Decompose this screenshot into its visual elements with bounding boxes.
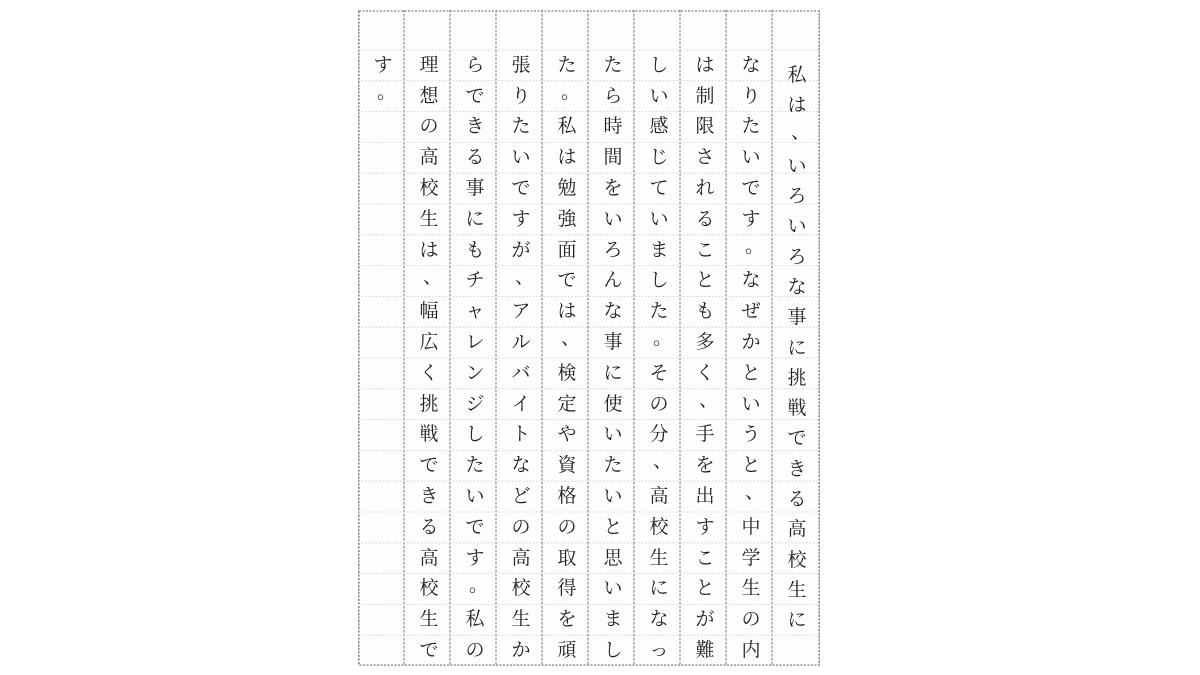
manuscript-char: 。 [468, 573, 488, 596]
manuscript-char: は [419, 238, 439, 261]
manuscript-char: り [511, 84, 531, 107]
manuscript-char: の [465, 639, 485, 662]
manuscript-char: か [741, 331, 761, 354]
manuscript-char: ル [511, 331, 531, 354]
manuscript-char: さ [695, 146, 715, 169]
manuscript-char: は [787, 94, 807, 117]
manuscript-char: 勉 [557, 177, 577, 200]
manuscript-char: に [465, 207, 485, 230]
manuscript-char: ろ [787, 185, 807, 208]
manuscript-column-7 [500, 50, 542, 666]
manuscript-sheet [358, 10, 820, 666]
manuscript-char: チ [465, 269, 485, 292]
manuscript-char: レ [465, 331, 485, 354]
manuscript-char: を [557, 608, 577, 631]
manuscript-char: 私 [557, 115, 577, 138]
manuscript-char: ん [603, 269, 623, 292]
manuscript-char: で [419, 454, 439, 477]
manuscript-char: 校 [787, 548, 807, 571]
manuscript-char: イ [511, 392, 531, 415]
manuscript-char: す [511, 207, 531, 230]
manuscript-char: の [557, 515, 577, 538]
manuscript-char: い [649, 84, 669, 107]
manuscript-char: ア [511, 300, 531, 323]
manuscript-char: い [511, 146, 531, 169]
manuscript-char: 事 [603, 331, 623, 354]
manuscript-char: た [557, 53, 577, 76]
manuscript-char: 校 [419, 577, 439, 600]
manuscript-char: 定 [557, 392, 577, 415]
manuscript-char: に [787, 609, 807, 632]
manuscript-char: で [465, 515, 485, 538]
manuscript-char: ャ [465, 300, 485, 323]
manuscript-char: り [741, 84, 761, 107]
manuscript-char: な [741, 269, 761, 292]
manuscript-column-4 [638, 50, 680, 666]
manuscript-char: 挑 [419, 392, 439, 415]
manuscript-char: も [695, 300, 715, 323]
manuscript-char: 。 [652, 327, 672, 350]
manuscript-char: た [603, 53, 623, 76]
manuscript-char: き [419, 485, 439, 508]
manuscript-char: す [373, 53, 393, 76]
manuscript-char: ン [465, 361, 485, 384]
manuscript-char: 事 [465, 177, 485, 200]
manuscript-char: 幅 [419, 300, 439, 323]
manuscript-char: 校 [649, 515, 669, 538]
manuscript-char: 、 [422, 265, 442, 288]
manuscript-char: 、 [744, 481, 764, 504]
manuscript-char: い [787, 154, 807, 177]
manuscript-char: の [649, 392, 669, 415]
manuscript-char: 戦 [787, 397, 807, 420]
manuscript-column-1 [776, 60, 818, 675]
manuscript-char: た [511, 115, 531, 138]
manuscript-char: と [741, 361, 761, 384]
manuscript-char: 生 [649, 546, 669, 569]
manuscript-char: い [603, 577, 623, 600]
manuscript-char: じ [649, 146, 669, 169]
manuscript-char: る [695, 207, 715, 230]
manuscript-char: で [419, 639, 439, 662]
manuscript-char: は [557, 146, 577, 169]
manuscript-char: き [465, 115, 485, 138]
manuscript-column-3 [684, 50, 726, 666]
manuscript-char: い [741, 392, 761, 415]
manuscript-char: い [465, 485, 485, 508]
manuscript-char: 生 [511, 608, 531, 631]
manuscript-char: 格 [557, 485, 577, 508]
manuscript-char: 得 [557, 577, 577, 600]
manuscript-char: 私 [787, 63, 807, 86]
manuscript-char: を [603, 177, 623, 200]
manuscript-char: の [511, 515, 531, 538]
manuscript-char: す [465, 546, 485, 569]
manuscript-char: な [603, 300, 623, 323]
manuscript-char: を [695, 454, 715, 477]
manuscript-char: 。 [560, 80, 580, 103]
manuscript-char: 戦 [419, 423, 439, 446]
manuscript-char: ま [603, 608, 623, 631]
manuscript-char: 理 [419, 53, 439, 76]
manuscript-char: 感 [649, 115, 669, 138]
manuscript-char: 、 [560, 327, 580, 350]
manuscript-char: で [465, 84, 485, 107]
manuscript-char: は [695, 53, 715, 76]
manuscript-char: う [741, 423, 761, 446]
manuscript-char: 高 [419, 546, 439, 569]
manuscript-char: の [741, 608, 761, 631]
manuscript-char: た [465, 454, 485, 477]
manuscript-char: い [787, 215, 807, 238]
manuscript-column-5 [592, 50, 634, 666]
manuscript-char: 高 [419, 146, 439, 169]
manuscript-column-6 [546, 50, 588, 666]
manuscript-char: と [741, 454, 761, 477]
manuscript-char: 想 [419, 84, 439, 107]
manuscript-char: い [603, 485, 623, 508]
manuscript-column-10 [362, 50, 404, 666]
manuscript-char: る [419, 515, 439, 538]
manuscript-char: 生 [419, 608, 439, 631]
manuscript-char: 多 [695, 331, 715, 354]
manuscript-char: 資 [557, 454, 577, 477]
manuscript-char: し [465, 423, 485, 446]
manuscript-char: 面 [557, 238, 577, 261]
manuscript-char: と [695, 269, 715, 292]
manuscript-char: ト [511, 423, 531, 446]
manuscript-char: 学 [741, 546, 761, 569]
manuscript-char: 内 [741, 639, 761, 662]
manuscript-char: 頑 [557, 639, 577, 662]
manuscript-char: す [741, 207, 761, 230]
manuscript-char: る [465, 146, 485, 169]
manuscript-char: た [649, 300, 669, 323]
manuscript-char: ら [603, 84, 623, 107]
manuscript-char: が [511, 238, 531, 261]
manuscript-char: っ [649, 639, 669, 662]
manuscript-char: 。 [744, 234, 764, 257]
manuscript-char: そ [649, 361, 669, 384]
manuscript-char: 出 [695, 485, 715, 508]
manuscript-char: 、 [790, 120, 810, 143]
manuscript-char: 高 [787, 518, 807, 541]
manuscript-char: 生 [787, 578, 807, 601]
manuscript-char: い [603, 207, 623, 230]
manuscript-char: 、 [514, 265, 534, 288]
manuscript-char: 使 [603, 392, 623, 415]
manuscript-char: に [787, 336, 807, 359]
manuscript-char: 手 [695, 423, 715, 446]
manuscript-char: す [695, 515, 715, 538]
manuscript-char: 広 [419, 331, 439, 354]
manuscript-char: 高 [649, 485, 669, 508]
manuscript-char: 取 [557, 546, 577, 569]
manuscript-char: に [649, 577, 669, 600]
manuscript-char: と [603, 515, 623, 538]
manuscript-char: て [649, 177, 669, 200]
manuscript-char: の [419, 115, 439, 138]
manuscript-char: が [695, 608, 715, 631]
manuscript-char: ぜ [741, 300, 761, 323]
manuscript-char: い [603, 423, 623, 446]
manuscript-char: で [511, 177, 531, 200]
manuscript-char: と [695, 577, 715, 600]
manuscript-char: は [557, 300, 577, 323]
manuscript-char: ま [649, 238, 669, 261]
manuscript-char: ら [465, 53, 485, 76]
manuscript-char: 思 [603, 546, 623, 569]
manuscript-char: ろ [787, 245, 807, 268]
manuscript-char: 限 [695, 115, 715, 138]
manuscript-char: し [603, 639, 623, 662]
manuscript-char: 間 [603, 146, 623, 169]
manuscript-char: し [649, 53, 669, 76]
manuscript-char: 分 [649, 423, 669, 446]
manuscript-char: 挑 [787, 366, 807, 389]
manuscript-char: 私 [465, 608, 485, 631]
manuscript-char: バ [511, 361, 531, 384]
manuscript-char: な [741, 53, 761, 76]
manuscript-char: 中 [741, 515, 761, 538]
manuscript-char: た [741, 115, 761, 138]
manuscript-char: 制 [695, 84, 715, 107]
manuscript-char: 、 [698, 388, 718, 411]
manuscript-char: で [741, 177, 761, 200]
manuscript-char: し [649, 269, 669, 292]
manuscript-char: ど [511, 485, 531, 508]
manuscript-char: で [557, 269, 577, 292]
manuscript-char: こ [695, 546, 715, 569]
manuscript-char: 生 [419, 207, 439, 230]
manuscript-char: 事 [787, 306, 807, 329]
manuscript-char: 校 [511, 577, 531, 600]
manuscript-char: 校 [419, 177, 439, 200]
manuscript-char: 生 [741, 577, 761, 600]
manuscript-char: 。 [376, 80, 396, 103]
manuscript-char: 難 [695, 639, 715, 662]
manuscript-char: か [511, 639, 531, 662]
manuscript-char: 、 [652, 450, 672, 473]
manuscript-char: い [741, 146, 761, 169]
manuscript-char: な [511, 454, 531, 477]
manuscript-char: た [603, 454, 623, 477]
manuscript-char: な [787, 275, 807, 298]
manuscript-char: い [649, 207, 669, 230]
manuscript-char: や [557, 423, 577, 446]
manuscript-char: き [787, 457, 807, 480]
manuscript-char: も [465, 238, 485, 261]
manuscript-char: ろ [603, 238, 623, 261]
manuscript-column-9 [408, 50, 450, 666]
manuscript-char: 強 [557, 207, 577, 230]
manuscript-char: 張 [511, 53, 531, 76]
manuscript-char: に [603, 361, 623, 384]
manuscript-char: 検 [557, 361, 577, 384]
manuscript-column-2 [730, 50, 772, 666]
manuscript-char: こ [695, 238, 715, 261]
manuscript-char: 高 [511, 546, 531, 569]
manuscript-char: な [649, 608, 669, 631]
manuscript-char: く [419, 361, 439, 384]
manuscript-char: ジ [465, 392, 485, 415]
manuscript-char: る [787, 488, 807, 511]
manuscript-char: れ [695, 177, 715, 200]
manuscript-char: く [695, 361, 715, 384]
manuscript-char: 時 [603, 115, 623, 138]
manuscript-column-8 [454, 50, 496, 666]
manuscript-char: で [787, 427, 807, 450]
